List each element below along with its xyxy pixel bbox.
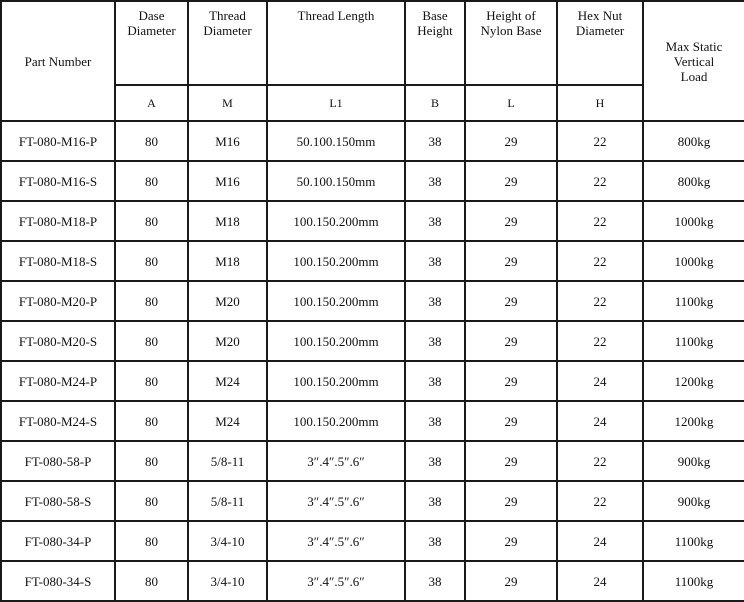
cell-thread-diameter: 5/8-11 [188, 441, 267, 481]
table-row [1, 281, 744, 321]
cell-thread-length: 100.150.200mm [267, 241, 405, 281]
cell-hex-nut: 22 [557, 281, 643, 321]
cell-thread-diameter: M18 [188, 241, 267, 281]
cell-thread-length: 100.150.200mm [267, 281, 405, 321]
cell-thread-diameter: M20 [188, 321, 267, 361]
cell-hex-nut: 22 [557, 201, 643, 241]
table-row [1, 561, 744, 601]
cell-max-load: 800kg [643, 121, 744, 161]
cell-base-height: 38 [405, 561, 465, 601]
table-row [1, 521, 744, 561]
cell-max-load: 800kg [643, 161, 744, 201]
cell-thread-diameter: M24 [188, 401, 267, 441]
cell-max-load: 1100kg [643, 521, 744, 561]
cell-thread-length: 50.100.150mm [267, 121, 405, 161]
cell-base-height: 38 [405, 441, 465, 481]
cell-part-number: FT-080-58-S [1, 481, 115, 521]
cell-thread-length: 3″.4″.5″.6″ [267, 521, 405, 561]
cell-base-height: 38 [405, 241, 465, 281]
subheader-l: L [465, 85, 557, 121]
cell-hex-nut: 22 [557, 481, 643, 521]
cell-nylon-height: 29 [465, 401, 557, 441]
cell-part-number: FT-080-M16-P [1, 121, 115, 161]
cell-base-height: 38 [405, 121, 465, 161]
cell-nylon-height: 29 [465, 241, 557, 281]
cell-max-load: 900kg [643, 441, 744, 481]
cell-nylon-height: 29 [465, 161, 557, 201]
cell-thread-length: 3″.4″.5″.6″ [267, 441, 405, 481]
cell-max-load: 1000kg [643, 241, 744, 281]
cell-nylon-height: 29 [465, 281, 557, 321]
cell-base-height: 38 [405, 201, 465, 241]
cell-thread-diameter: 3/4-10 [188, 561, 267, 601]
cell-thread-length: 100.150.200mm [267, 361, 405, 401]
cell-hex-nut: 24 [557, 561, 643, 601]
cell-thread-length: 100.150.200mm [267, 201, 405, 241]
cell-base-height: 38 [405, 521, 465, 561]
cell-hex-nut: 22 [557, 321, 643, 361]
cell-base-height: 38 [405, 401, 465, 441]
cell-part-number: FT-080-M20-P [1, 281, 115, 321]
cell-part-number: FT-080-M24-P [1, 361, 115, 401]
subheader-m: M [188, 85, 267, 121]
table-row [1, 401, 744, 441]
cell-base-diameter: 80 [115, 521, 188, 561]
table-row [1, 321, 744, 361]
cell-part-number: FT-080-M24-S [1, 401, 115, 441]
cell-max-load: 900kg [643, 481, 744, 521]
cell-nylon-height: 29 [465, 481, 557, 521]
cell-base-diameter: 80 [115, 401, 188, 441]
cell-base-height: 38 [405, 481, 465, 521]
subheader-b: B [405, 85, 465, 121]
table-row [1, 441, 744, 481]
table-row [1, 121, 744, 161]
cell-nylon-height: 29 [465, 201, 557, 241]
cell-part-number: FT-080-34-P [1, 521, 115, 561]
header-thread-length: Thread Length [267, 1, 405, 85]
cell-base-height: 38 [405, 161, 465, 201]
cell-max-load: 1100kg [643, 281, 744, 321]
cell-part-number: FT-080-58-P [1, 441, 115, 481]
cell-base-diameter: 80 [115, 361, 188, 401]
cell-thread-diameter: M24 [188, 361, 267, 401]
cell-max-load: 1000kg [643, 201, 744, 241]
cell-base-diameter: 80 [115, 121, 188, 161]
header-part-number: Part Number [1, 1, 115, 121]
cell-max-load: 1100kg [643, 321, 744, 361]
cell-base-height: 38 [405, 281, 465, 321]
cell-base-height: 38 [405, 361, 465, 401]
cell-thread-length: 100.150.200mm [267, 401, 405, 441]
cell-nylon-height: 29 [465, 321, 557, 361]
header-thread-diameter: Thread Diameter [188, 1, 267, 85]
header-nylon-height: Height of Nylon Base [465, 1, 557, 85]
cell-thread-diameter: 3/4-10 [188, 521, 267, 561]
cell-part-number: FT-080-M18-S [1, 241, 115, 281]
cell-hex-nut: 22 [557, 121, 643, 161]
header-max-load: Max Static Vertical Load [643, 1, 744, 121]
cell-hex-nut: 22 [557, 161, 643, 201]
table-row [1, 201, 744, 241]
cell-thread-length: 3″.4″.5″.6″ [267, 481, 405, 521]
cell-nylon-height: 29 [465, 361, 557, 401]
cell-base-diameter: 80 [115, 441, 188, 481]
cell-hex-nut: 24 [557, 521, 643, 561]
cell-base-diameter: 80 [115, 561, 188, 601]
table-row [1, 481, 744, 521]
cell-nylon-height: 29 [465, 521, 557, 561]
cell-thread-length: 50.100.150mm [267, 161, 405, 201]
cell-base-diameter: 80 [115, 281, 188, 321]
cell-thread-diameter: M20 [188, 281, 267, 321]
cell-part-number: FT-080-M18-P [1, 201, 115, 241]
cell-nylon-height: 29 [465, 121, 557, 161]
cell-part-number: FT-080-M20-S [1, 321, 115, 361]
header-row [1, 1, 744, 85]
cell-base-diameter: 80 [115, 321, 188, 361]
cell-thread-length: 3″.4″.5″.6″ [267, 561, 405, 601]
cell-max-load: 1200kg [643, 401, 744, 441]
cell-part-number: FT-080-34-S [1, 561, 115, 601]
cell-base-diameter: 80 [115, 201, 188, 241]
header-base-diameter: Dase Diameter [115, 1, 188, 85]
cell-thread-diameter: 5/8-11 [188, 481, 267, 521]
cell-thread-diameter: M16 [188, 161, 267, 201]
cell-base-diameter: 80 [115, 161, 188, 201]
table-row [1, 241, 744, 281]
cell-thread-diameter: M16 [188, 121, 267, 161]
cell-hex-nut: 24 [557, 401, 643, 441]
cell-max-load: 1200kg [643, 361, 744, 401]
header-base-height: Base Height [405, 1, 465, 85]
cell-nylon-height: 29 [465, 441, 557, 481]
cell-base-height: 38 [405, 321, 465, 361]
cell-nylon-height: 29 [465, 561, 557, 601]
cell-hex-nut: 22 [557, 241, 643, 281]
table-row [1, 361, 744, 401]
subheader-a: A [115, 85, 188, 121]
table-row [1, 161, 744, 201]
cell-hex-nut: 22 [557, 441, 643, 481]
cell-hex-nut: 24 [557, 361, 643, 401]
header-hex-nut: Hex Nut Diameter [557, 1, 643, 85]
cell-base-diameter: 80 [115, 241, 188, 281]
cell-part-number: FT-080-M16-S [1, 161, 115, 201]
subheader-h: H [557, 85, 643, 121]
subheader-l1: L1 [267, 85, 405, 121]
cell-max-load: 1100kg [643, 561, 744, 601]
cell-thread-length: 100.150.200mm [267, 321, 405, 361]
cell-thread-diameter: M18 [188, 201, 267, 241]
cell-base-diameter: 80 [115, 481, 188, 521]
